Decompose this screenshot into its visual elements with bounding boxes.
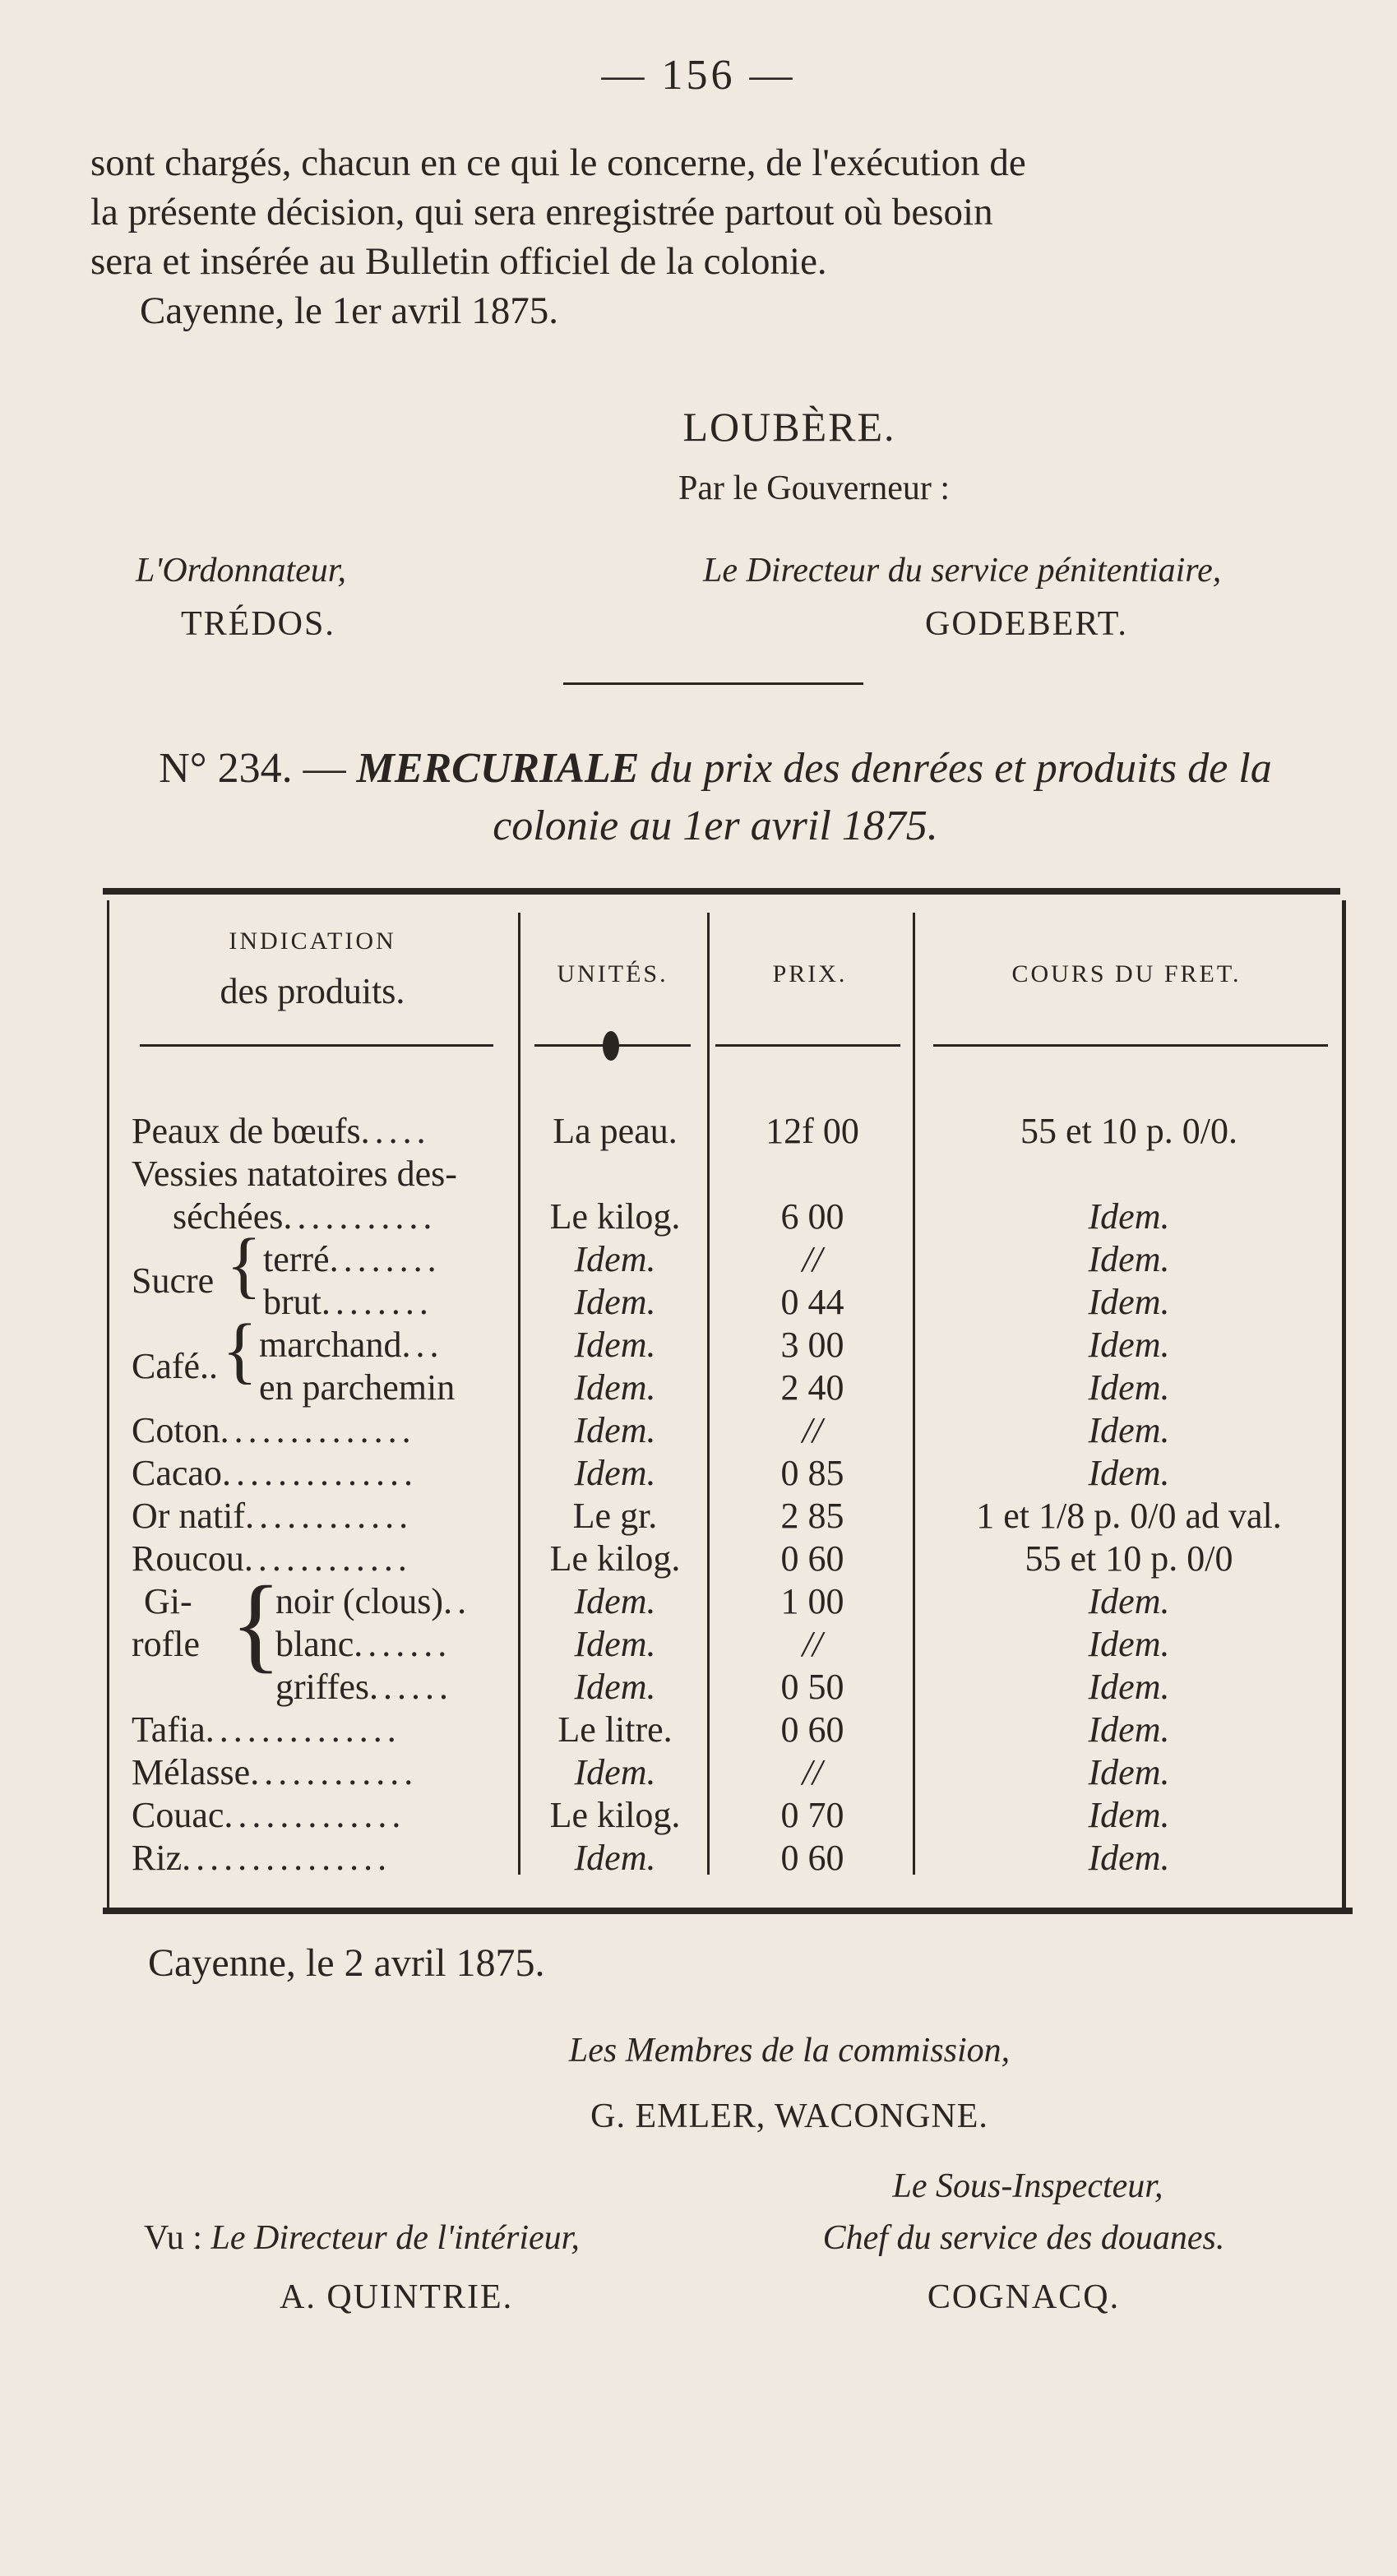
row-unit: Idem.	[574, 1838, 656, 1878]
row-price: 6 00	[780, 1196, 844, 1237]
table-row	[132, 1751, 418, 1794]
row-unit: Idem.	[574, 1367, 656, 1408]
header-prix: PRIX.	[772, 960, 848, 987]
table-row	[132, 1409, 416, 1452]
row-label: terré	[263, 1239, 330, 1279]
row-label: Riz	[132, 1838, 183, 1878]
row-dots: ............	[245, 1496, 414, 1536]
row-label: blanc	[275, 1624, 354, 1664]
mercuriale-title-line2: colonie au 1er avril 1875.	[493, 802, 938, 849]
row-price: 0 60	[780, 1709, 844, 1750]
row-label: Vessies natatoires des-	[132, 1154, 457, 1194]
brace-cafe: {	[222, 1310, 258, 1391]
header-des-produits: des produits.	[220, 971, 405, 1011]
row-dots: ..............	[220, 1410, 416, 1450]
table-row	[132, 1495, 413, 1538]
table-row	[132, 1153, 457, 1196]
mercuriale-title-line1	[90, 744, 1340, 793]
members-title: Les Membres de la commission,	[568, 2032, 1011, 2070]
row-fret: Idem.	[1088, 1239, 1170, 1279]
row-fret: Idem.	[1088, 1325, 1170, 1365]
table-row	[132, 1837, 391, 1880]
cognacq-name: COGNACQ.	[927, 2278, 1121, 2316]
row-price: 3 00	[780, 1325, 844, 1365]
brace-sucre: {	[226, 1224, 262, 1306]
date-line	[90, 286, 1340, 335]
group-label-girofle-1: Gi-	[144, 1581, 192, 1621]
chef-douanes-title: Chef du service des douanes.	[822, 2219, 1225, 2257]
paragraph-line: sont chargés, chacun en ce qui le concerne, de l'exécution de	[90, 141, 1026, 184]
table-row	[259, 1367, 455, 1409]
row-unit: Le litre.	[557, 1709, 673, 1750]
row-unit: Idem.	[574, 1752, 656, 1792]
row-label: brut	[263, 1282, 321, 1322]
header-separator	[933, 1044, 1328, 1047]
table-row	[132, 1110, 431, 1153]
row-fret: Idem.	[1088, 1795, 1170, 1835]
table-row	[173, 1196, 437, 1238]
row-price: 0 60	[780, 1538, 844, 1579]
row-fret: 55 et 10 p. 0/0	[1025, 1538, 1233, 1579]
page-number: — 156 —	[601, 52, 796, 99]
row-unit: Idem.	[574, 1624, 656, 1664]
row-label: Peaux de bœufs	[132, 1111, 361, 1151]
row-label: en parchemin	[259, 1367, 456, 1408]
group-label-sucre: Sucre	[132, 1260, 215, 1301]
row-price: //	[802, 1752, 823, 1792]
row-price: //	[802, 1410, 823, 1450]
header-indication: INDICATION	[229, 927, 396, 955]
row-price: 0 50	[780, 1667, 844, 1707]
row-fret: Idem.	[1088, 1453, 1170, 1493]
table-row	[275, 1580, 471, 1623]
title-prefix: N° 234. —	[159, 745, 357, 792]
row-fret: Idem.	[1088, 1838, 1170, 1878]
table-row	[263, 1238, 442, 1281]
row-dots: ........	[321, 1282, 433, 1322]
decision-paragraph	[90, 138, 1340, 335]
row-unit: Idem.	[574, 1581, 656, 1621]
table-left-border	[107, 900, 109, 1908]
row-fret: 1 et 1/8 p. 0/0 ad val.	[976, 1496, 1282, 1536]
row-unit: Idem.	[574, 1282, 656, 1322]
date-line-text: Cayenne, le 1er avril 1875.	[140, 289, 558, 332]
row-unit: Le gr.	[572, 1496, 658, 1536]
ordonnateur-name: TRÉDOS.	[181, 605, 335, 643]
table-row	[132, 1794, 405, 1837]
table-bottom-rule	[103, 1908, 1353, 1914]
row-label: Cacao	[132, 1453, 222, 1493]
row-dots: ..............	[221, 1453, 418, 1493]
header-cours-du-fret: COURS DU FRET.	[1011, 960, 1242, 987]
row-unit: Idem.	[574, 1239, 656, 1279]
row-fret: Idem.	[1088, 1282, 1170, 1322]
table-row	[275, 1666, 453, 1709]
closing-date-line: Cayenne, le 2 avril 1875.	[148, 1941, 545, 1985]
row-price: //	[802, 1239, 823, 1279]
row-price: 12f 00	[766, 1111, 859, 1151]
row-dots: .......	[354, 1624, 452, 1664]
row-price: //	[802, 1624, 823, 1664]
row-price: 2 85	[780, 1496, 844, 1536]
group-label-girofle-2: rofle	[132, 1624, 201, 1664]
table-top-rule	[103, 888, 1340, 895]
row-unit: Le kilog.	[549, 1795, 681, 1835]
members-names: G. EMLER, WACONGNE.	[590, 2097, 988, 2135]
header-separator	[140, 1044, 493, 1047]
sous-inspecteur-title: Le Sous-Inspecteur,	[892, 2167, 1163, 2205]
ornament-diamond	[603, 1031, 619, 1061]
row-label: Roucou	[132, 1538, 244, 1579]
table-row	[263, 1281, 433, 1324]
paragraph-line: la présente décision, qui sera enregistrée partout où besoin	[90, 191, 993, 234]
header-separator	[715, 1044, 900, 1047]
row-dots: .....	[360, 1111, 431, 1151]
vu-title: Le Directeur de l'intérieur,	[210, 2219, 580, 2257]
row-label: Tafia	[132, 1709, 206, 1750]
row-label: griffes	[275, 1667, 370, 1707]
par-le-gouverneur: Par le Gouverneur :	[678, 469, 951, 507]
row-dots: ........	[329, 1239, 442, 1279]
table-row	[259, 1324, 443, 1367]
row-fret: Idem.	[1088, 1667, 1170, 1707]
row-dots: ............	[250, 1752, 419, 1792]
row-fret: Idem.	[1088, 1196, 1170, 1237]
row-unit: Le kilog.	[549, 1196, 681, 1237]
row-label: séchées	[173, 1196, 284, 1237]
ordonnateur-title: L'Ordonnateur,	[136, 552, 346, 590]
paragraph-line: sera et insérée au Bulletin officiel de la colonie.	[90, 240, 827, 283]
separator-rule	[563, 682, 863, 685]
row-fret: Idem.	[1088, 1752, 1170, 1792]
directeur-penitentiaire-name: GODEBERT.	[925, 605, 1128, 643]
row-unit: La peau.	[553, 1111, 678, 1151]
row-price: 2 40	[780, 1367, 844, 1408]
row-unit: Idem.	[574, 1453, 656, 1493]
table-row	[275, 1623, 451, 1666]
row-unit: Le kilog.	[549, 1538, 681, 1579]
signature-loubere: LOUBÈRE.	[682, 404, 896, 450]
brace-girofle: {	[230, 1565, 282, 1683]
mercuriale-table	[103, 888, 1353, 1928]
row-dots: ......	[369, 1667, 454, 1707]
row-unit: Idem.	[574, 1410, 656, 1450]
row-price: 0 70	[780, 1795, 844, 1835]
row-dots: ..............	[205, 1709, 401, 1750]
row-price: 0 44	[780, 1282, 844, 1322]
row-dots: ...	[401, 1325, 444, 1365]
row-label: Couac	[132, 1795, 224, 1835]
row-price: 0 60	[780, 1838, 844, 1878]
table-row	[132, 1452, 418, 1495]
vu-prefix: Vu :	[144, 2219, 202, 2257]
header-unites: UNITÉS.	[557, 960, 668, 987]
row-dots: ..	[443, 1581, 472, 1621]
row-fret: Idem.	[1088, 1581, 1170, 1621]
group-label-cafe: Café..	[132, 1346, 219, 1386]
row-label: Coton	[132, 1410, 220, 1450]
row-label: Mélasse	[132, 1752, 251, 1792]
directeur-penitentiaire-title: Le Directeur du service pénitentiaire,	[703, 552, 1222, 590]
row-dots: ...............	[182, 1838, 392, 1878]
row-fret: Idem.	[1088, 1410, 1170, 1450]
row-fret: Idem.	[1088, 1624, 1170, 1664]
table-row	[132, 1709, 401, 1751]
row-unit: Idem.	[574, 1325, 656, 1365]
row-unit: Idem.	[574, 1667, 656, 1707]
row-label: Or natif	[132, 1496, 246, 1536]
row-label: noir (clous)	[275, 1581, 444, 1621]
row-dots: ...........	[283, 1196, 437, 1237]
quintrie-name: A. QUINTRIE.	[280, 2278, 514, 2316]
row-dots: ............	[243, 1538, 412, 1579]
row-dots: .............	[224, 1795, 406, 1835]
row-fret: Idem.	[1088, 1709, 1170, 1750]
row-price: 0 85	[780, 1453, 844, 1493]
row-price: 1 00	[780, 1581, 844, 1621]
title-bold: MERCURIALE	[356, 745, 640, 792]
row-label: marchand	[259, 1325, 402, 1365]
title-rest: du prix des denrées et produits de la	[639, 745, 1272, 792]
vu-line	[144, 2218, 580, 2258]
row-fret: Idem.	[1088, 1367, 1170, 1408]
row-fret: 55 et 10 p. 0/0.	[1020, 1111, 1237, 1151]
